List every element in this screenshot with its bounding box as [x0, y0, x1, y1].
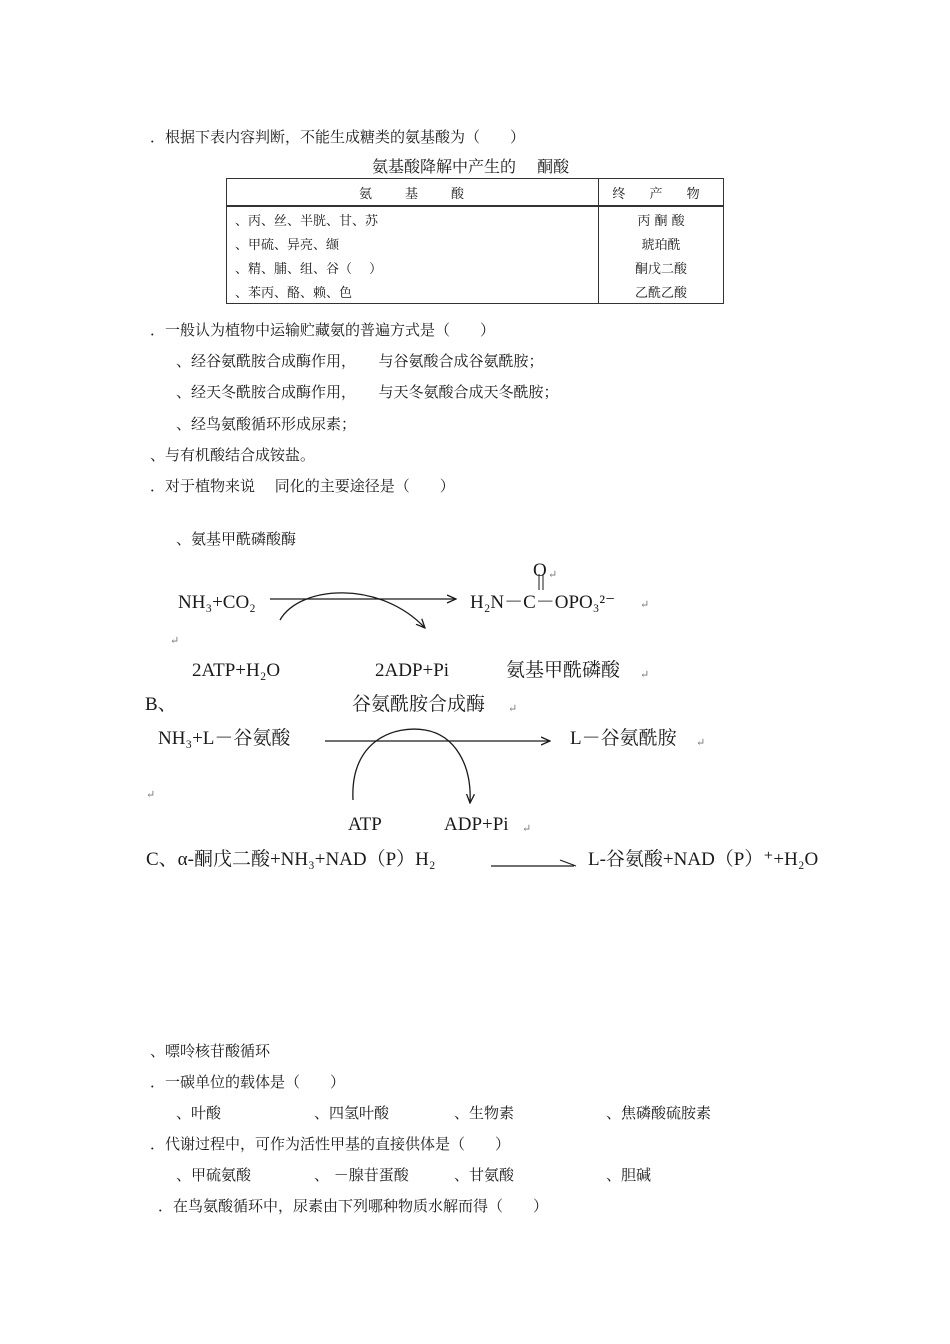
reaction-b-curve — [353, 729, 470, 803]
reaction-a-left: NH₃+CO₂ — [178, 592, 256, 613]
question-4-option-b: 、四氢叶酸 — [314, 1104, 390, 1122]
question-3-stem: ．对于植物来说 同化的主要途径是（ ） — [150, 477, 455, 495]
return-mark: ↵ — [146, 788, 156, 801]
reaction-b-cofactor-in: ATP — [348, 814, 382, 835]
question-2-option-d: 、与有机酸结合成铵盐。 — [150, 446, 316, 464]
question-6-stem: ．在鸟氨酸循环中，尿素由下列哪种物质水解而得（ ） — [158, 1197, 549, 1215]
question-2-option-b: 、经天冬酰胺合成酶作用， 与天冬氨酸合成天冬酰胺； — [176, 383, 559, 401]
reaction-a-cofactor-in: 2ATP+H₂O — [192, 660, 281, 681]
reaction-b-left: NH₃+L－谷氨酸 — [158, 728, 291, 749]
return-mark: ↵ — [522, 822, 532, 835]
table-cell-product: 乙酰乙酸 — [599, 279, 724, 304]
reaction-c-right: L-谷氨酸+NAD（P）⁺+H₂O — [588, 849, 819, 870]
return-mark: ↵ — [548, 568, 558, 581]
return-mark: ↵ — [640, 598, 650, 611]
question-4-option-c: 、生物素 — [454, 1104, 515, 1122]
return-mark: ↵ — [170, 634, 180, 647]
header-end-product: 终 产 物 — [599, 179, 724, 207]
reaction-a-cofactor-out: 2ADP+Pi — [375, 660, 450, 681]
table-cell-amino: 、苯丙、酪、赖、色 — [227, 279, 599, 304]
return-mark: ↵ — [640, 668, 650, 681]
table-cell-amino: 、精、脯、组、谷（ ） — [227, 255, 599, 279]
return-mark: ↵ — [696, 736, 706, 749]
table-cell-product: 酮戊二酸 — [599, 255, 724, 279]
reaction-b-enzyme: 谷氨酰胺合成酶 — [352, 694, 486, 715]
question-4-option-d: 、焦磷酸硫胺素 — [606, 1104, 712, 1122]
question-5-option-b: 、 －腺苷蛋酸 — [314, 1166, 409, 1184]
table-cell-amino: 、丙、丝、半胱、甘、苏 — [227, 206, 599, 231]
table-cell-amino: 、甲硫、异亮、缬 — [227, 231, 599, 255]
reaction-a-curve — [280, 593, 425, 628]
question-2-option-a: 、经谷氨酰胺合成酶作用， 与谷氨酸合成谷氨酰胺； — [176, 352, 544, 370]
question-5-option-d: 、胆碱 — [606, 1166, 652, 1184]
question-3-option-d: 、嘌呤核苷酸循环 — [150, 1042, 271, 1060]
question-5-stem: ．代谢过程中，可作为活性甲基的直接供体是（ ） — [150, 1135, 511, 1153]
question-4-option-a: 、叶酸 — [176, 1104, 222, 1122]
reaction-b-right: L－谷氨酰胺 — [570, 728, 677, 749]
reaction-a-product-name: 氨基甲酰磷酸 — [506, 660, 621, 681]
question-1-stem: ．根据下表内容判断，不能生成糖类的氨基酸为（ ） — [150, 128, 526, 146]
reaction-a-carbonyl: O — [533, 560, 547, 581]
table-title: 氨基酸降解中产生的 酮酸 — [372, 157, 570, 176]
reaction-c-left: C、α-酮戊二酸+NH₃+NAD（P）H₂ — [146, 849, 436, 870]
question-3-option-a-label: 、氨基甲酰磷酸酶 — [176, 530, 297, 548]
header-amino-acid: 氨 基 酸 — [227, 179, 599, 207]
question-2-option-c: 、经鸟氨酸循环形成尿素； — [176, 415, 357, 433]
question-2-stem: ．一般认为植物中运输贮藏氨的普遍方式是（ ） — [150, 321, 496, 339]
question-5-option-a: 、甲硫氨酸 — [176, 1166, 252, 1184]
table-cell-product: 丙 酮 酸 — [599, 206, 724, 231]
table-cell-product: 琥珀酰 — [599, 231, 724, 255]
question-3-option-b-label: B、 — [145, 694, 177, 715]
reaction-b-cofactor-out: ADP+Pi — [444, 814, 509, 835]
reaction-c-arrowhead — [560, 860, 576, 866]
reaction-a-right: H₂N－C－OPO₃²⁻ — [470, 592, 616, 613]
return-mark: ↵ — [508, 702, 518, 715]
question-4-stem: ．一碳单位的载体是（ ） — [150, 1073, 346, 1091]
question-5-option-c: 、甘氨酸 — [454, 1166, 515, 1184]
